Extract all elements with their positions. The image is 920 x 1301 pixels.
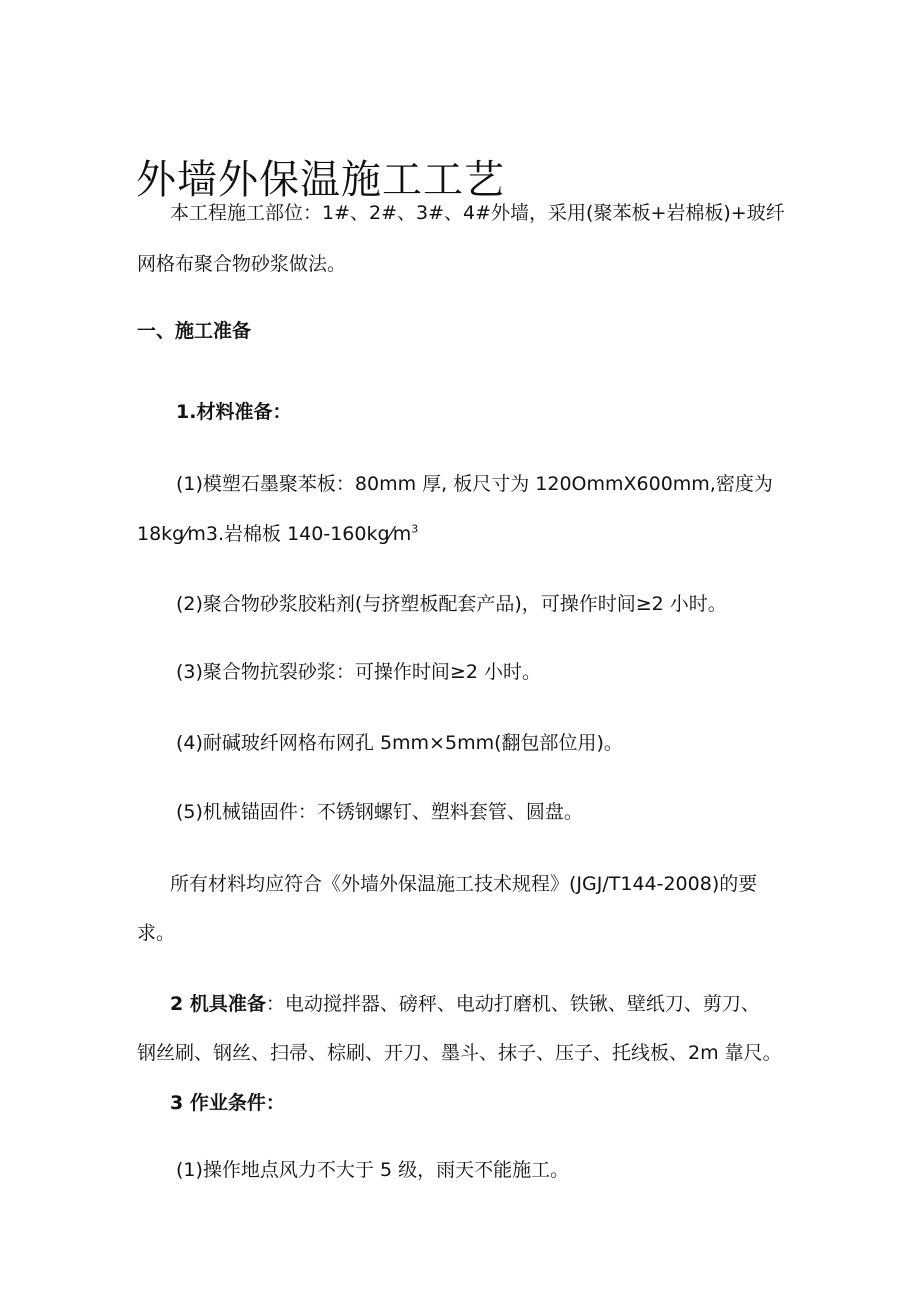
- materials-heading: 1.材料准备：: [176, 401, 292, 423]
- superscript-3: 3: [411, 522, 419, 536]
- tools-line-2: 钢丝刷、钢丝、扫帚、棕刷、开刀、墨斗、抹子、压子、托线板、2m 靠尺。: [137, 1042, 782, 1064]
- tools-line-1: [170, 991, 760, 1017]
- material-item-3: (3)聚合物抗裂砂浆：可操作时间≥2 小时。: [176, 661, 541, 683]
- conditions-heading: 3 作业条件：: [170, 1092, 285, 1114]
- material-item-1-line-1: (1)模塑石墨聚苯板：80mm 厚, 板尺寸为 120OmmX600mm,密度为: [176, 473, 773, 495]
- standard-line-1: 所有材料均应符合《外墙外保温施工技术规程》(JGJ/T144-2008)的要: [170, 873, 758, 895]
- material-item-5: (5)机械锚固件：不锈钢螺钉、塑料套管、圆盘。: [176, 801, 583, 823]
- intro-line-1: 本工程施工部位：1#、2#、3#、4#外墙，采用(聚苯板+岩棉板)+玻纤: [170, 202, 785, 224]
- material-item-1-text: 18kg⁄m3.岩棉板 140-160kg⁄m: [137, 523, 412, 545]
- document-title: 外墙外保温施工工艺: [136, 156, 505, 203]
- section-heading-preparation: 一、施工准备: [137, 320, 252, 342]
- material-item-1-line-2: [137, 521, 418, 547]
- tools-label: 2 机具准备: [170, 993, 266, 1015]
- material-item-2: (2)聚合物砂浆胶粘剂(与挤塑板配套产品)，可操作时间≥2 小时。: [176, 593, 727, 615]
- intro-line-2: 网格布聚合物砂浆做法。: [137, 253, 347, 275]
- condition-item-1: (1)操作地点风力不大于 5 级，雨天不能施工。: [176, 1159, 570, 1181]
- standard-line-2: 求。: [137, 922, 176, 944]
- material-item-4: (4)耐碱玻纤网格布网孔 5mm×5mm(翻包部位用)。: [176, 732, 623, 754]
- tools-list-start: ：电动搅拌器、磅秤、电动打磨机、铁锹、壁纸刀、剪刀、: [265, 993, 760, 1015]
